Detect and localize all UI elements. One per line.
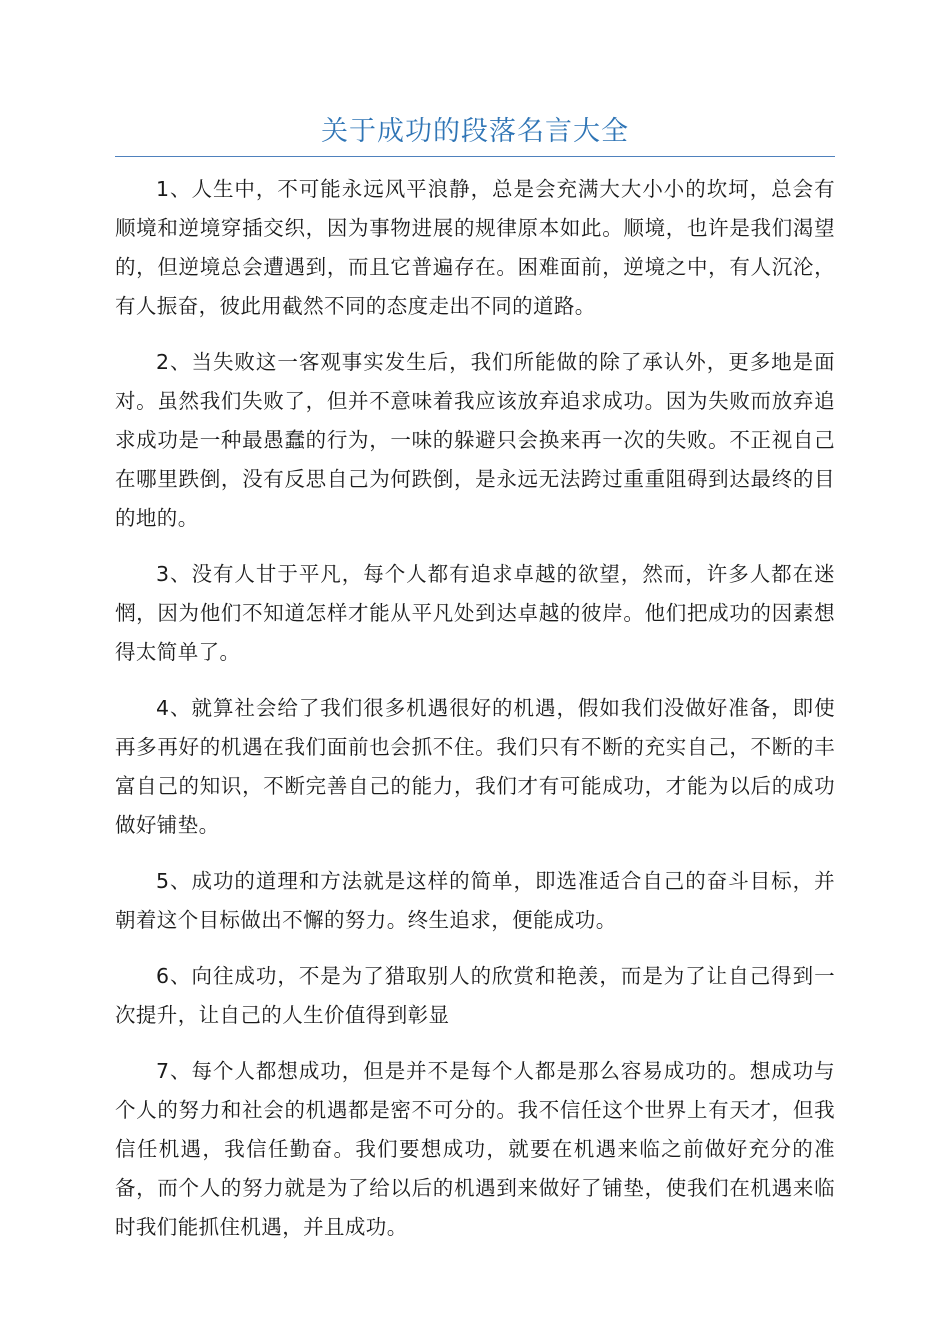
paragraph-4: 4、就算社会给了我们很多机遇很好的机遇，假如我们没做好准备，即使再多再好的机遇在我们面前也会抓不住。我们只有不断的充实自己，不断的丰富自己的知识，不断完善自己的能力，我们才有可能成功，才能为以后的成功做好铺垫。 bbox=[115, 696, 835, 837]
paragraph-3: 3、没有人甘于平凡，每个人都有追求卓越的欲望，然而，许多人都在迷惘，因为他们不知道怎样才能从平凡处到达卓越的彼岸。他们把成功的因素想得太简单了。 bbox=[115, 562, 835, 664]
document-body bbox=[115, 170, 835, 1264]
paragraph-7: 7、每个人都想成功，但是并不是每个人都是那么容易成功的。想成功与个人的努力和社会的机遇都是密不可分的。我不信任这个世界上有天才，但我信任机遇，我信任勤奋。我们要想成功，就要在机遇来临之前做好充分的准备，而个人的努力就是为了给以后的机遇到来做好了铺垫，使我们在机遇来临时我们能抓住机遇，并且成功。 bbox=[115, 1059, 835, 1239]
title-block bbox=[115, 112, 835, 157]
paragraph-5: 5、成功的道理和方法就是这样的简单，即选准适合自己的奋斗目标，并朝着这个目标做出不懈的努力。终生追求，便能成功。 bbox=[115, 869, 835, 932]
page-title: 关于成功的段落名言大全 bbox=[321, 116, 629, 147]
paragraph-1: 1、人生中，不可能永远风平浪静，总是会充满大大小小的坎坷，总会有顺境和逆境穿插交织，因为事物进展的规律原本如此。顺境，也许是我们渴望的，但逆境总会遭遇到，而且它普遍存在。困难面前，逆境之中，有人沉沦，有人振奋，彼此用截然不同的态度走出不同的道路。 bbox=[115, 177, 835, 318]
paragraph-6: 6、向往成功，不是为了猎取别人的欣赏和艳羡，而是为了让自己得到一次提升，让自己的人生价值得到彰显 bbox=[115, 964, 835, 1027]
paragraph-2: 2、当失败这一客观事实发生后，我们所能做的除了承认外，更多地是面对。虽然我们失败了，但并不意味着我应该放弃追求成功。因为失败而放弃追求成功是一种最愚蠢的行为，一味的躲避只会换来再一次的失败。不正视自己在哪里跌倒，没有反思自己为何跌倒，是永远无法跨过重重阻碍到达最终的目的地的。 bbox=[115, 350, 835, 530]
